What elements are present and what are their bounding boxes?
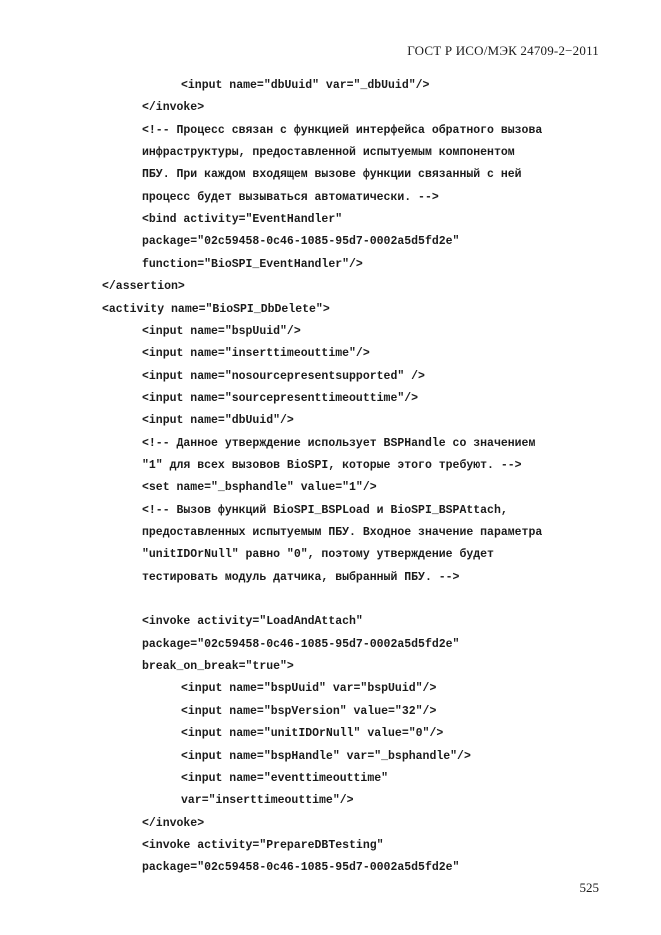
code-line: <input name="bspUuid" var="bspUuid"/> xyxy=(181,682,437,696)
page-number: 525 xyxy=(579,880,599,895)
code-line: <set name="_bsphandle" value="1"/> xyxy=(142,481,377,495)
code-line: </invoke> xyxy=(142,101,205,115)
code-line: <input name="dbUuid" var="_dbUuid"/> xyxy=(181,79,430,92)
code-line: <input name="dbUuid"/> xyxy=(142,414,294,428)
code-line: <!-- Процесс связан с функцией интерфейса обратного вызова xyxy=(142,123,543,137)
code-line: break_on_break="true"> xyxy=(142,660,294,674)
code-line: <input name="nosourcepresentsupported" /> xyxy=(142,369,425,383)
code-line: процесс будет вызываться автоматически. --> xyxy=(142,190,439,204)
code-line: </invoke> xyxy=(142,816,205,830)
code-line: <invoke activity="PrepareDBTesting" xyxy=(142,838,384,852)
code-line: <input name="bspVersion" value="32"/> xyxy=(181,704,437,718)
code-line: <input name="unitIDOrNull" value="0"/> xyxy=(181,727,444,741)
code-line: инфраструктуры, предоставленной испытуемым компонентом xyxy=(142,146,515,160)
code-line: </assertion> xyxy=(102,280,185,294)
code-line: package="02c59458-0c46-1085-95d7-0002a5d5fd2e" xyxy=(142,637,460,651)
code-line: <bind activity="EventHandler" xyxy=(142,213,343,227)
code-line: <input name="inserttimeouttime"/> xyxy=(142,347,370,361)
document-header: ГОСТ Р ИСО/МЭК 24709-2−2011 xyxy=(407,43,599,58)
code-line: <input name="bspUuid"/> xyxy=(142,324,301,338)
code-line: <!-- Данное утверждение использует BSPHandle со значением xyxy=(142,436,536,450)
code-line: var="inserttimeouttime"/> xyxy=(181,794,354,808)
code-line: <input name="bspHandle" var="_bsphandle"/> xyxy=(181,749,471,763)
code-line: "1" для всех вызовов BioSPI, которые этого требуют. --> xyxy=(142,458,522,472)
code-line: ПБУ. При каждом входящем вызове функции связанный с ней xyxy=(142,168,522,182)
code-line: function="BioSPI_EventHandler"/> xyxy=(142,257,363,271)
code-line: <!-- Вызов функций BioSPI_BSPLoad и BioSPI_BSPAttach, xyxy=(142,503,508,517)
code-line: предоставленных испытуемым ПБУ. Входное значение параметра xyxy=(142,526,543,539)
code-line: package="02c59458-0c46-1085-95d7-0002a5d5fd2e" xyxy=(142,235,460,249)
code-line: <activity name="BioSPI_DbDelete"> xyxy=(102,302,330,316)
code-line: <input name="eventtimeouttime" xyxy=(181,771,389,785)
code-line: <input name="sourcepresenttimeouttime"/> xyxy=(142,391,419,405)
code-line: <invoke activity="LoadAndAttach" xyxy=(142,615,363,629)
code-line: "unitIDOrNull" равно "0", поэтому утверждение будет xyxy=(142,548,494,562)
code-line: тестировать модуль датчика, выбранный ПБУ. --> xyxy=(142,570,460,584)
code-line: package="02c59458-0c46-1085-95d7-0002a5d5fd2e" xyxy=(142,861,460,875)
